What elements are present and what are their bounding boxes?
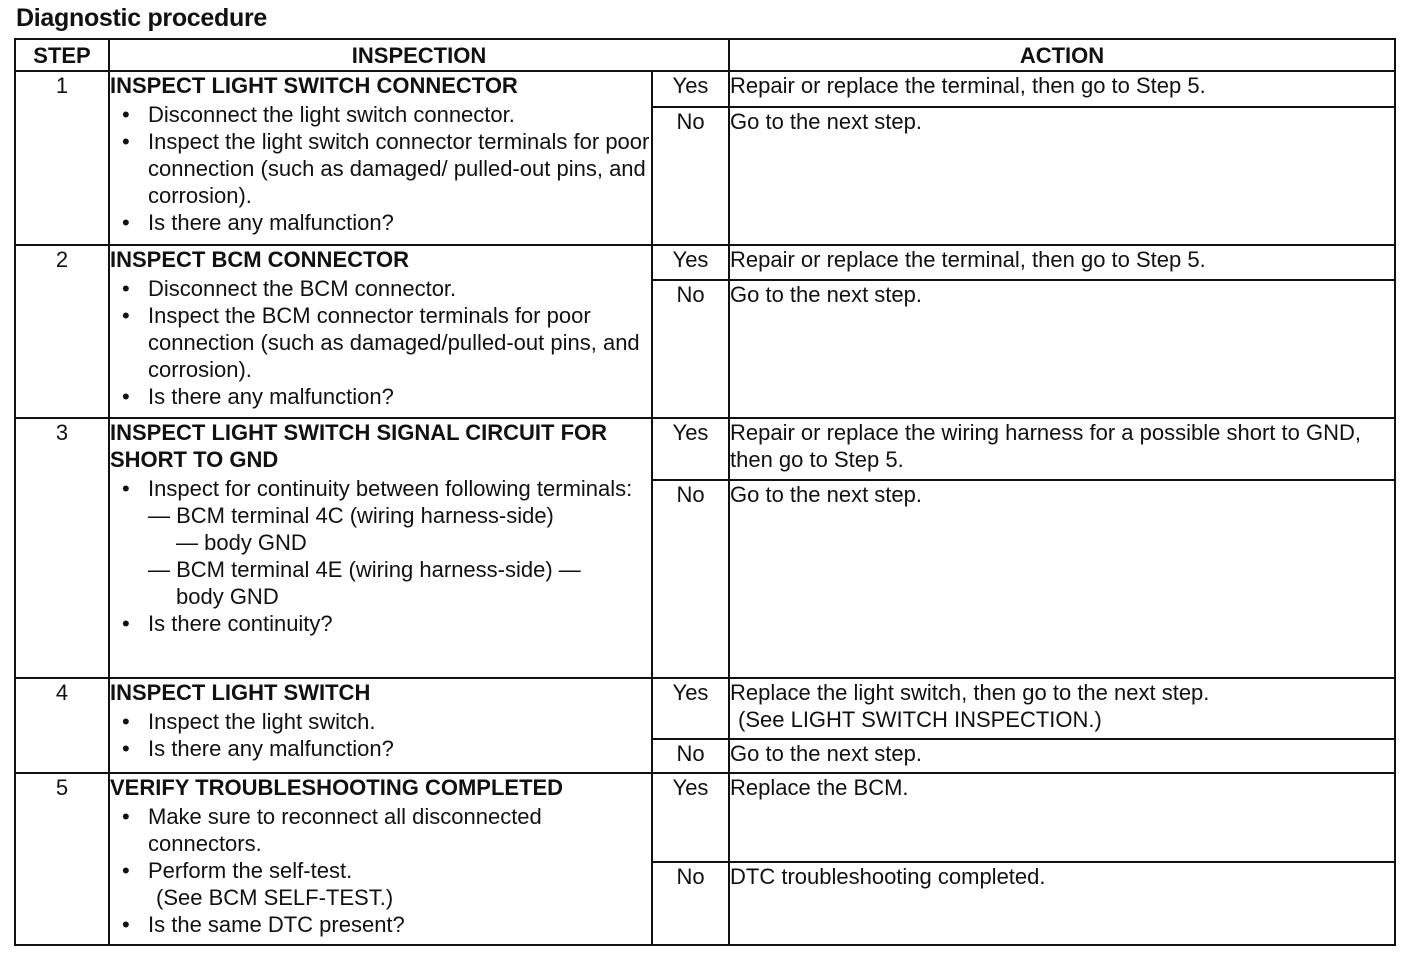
diagnostic-table <box>14 38 1396 946</box>
yes-label: Yes <box>652 678 729 739</box>
no-action: Go to the next step. <box>729 280 1395 418</box>
sub-item: — body GND <box>176 530 307 555</box>
inspection-bullet-text: Inspect for continuity between following terminals: <box>148 476 633 501</box>
inspection-bullet: • Is there continuity? <box>110 610 651 637</box>
no-action: Go to the next step. <box>729 107 1395 245</box>
inspection-bullet: • Inspect the BCM connector terminals for poor connection (such as damaged/pulled-out pins, and corrosion). <box>110 302 651 383</box>
no-label: No <box>652 280 729 418</box>
sub-item: body GND <box>176 584 279 609</box>
yes-action-reference: (See LIGHT SWITCH INSPECTION.) <box>738 707 1102 732</box>
yes-action: Repair or replace the wiring harness for a possible short to GND, then go to Step 5. <box>729 418 1395 480</box>
table-row <box>15 71 1395 107</box>
no-action: Go to the next step. <box>729 480 1395 678</box>
inspection-title: VERIFY TROUBLESHOOTING COMPLETED <box>110 775 564 800</box>
header-inspection: INSPECTION <box>109 39 729 71</box>
inspection-title: INSPECT BCM CONNECTOR <box>110 247 410 272</box>
table-header-row <box>15 39 1395 71</box>
step-number: 1 <box>15 71 109 245</box>
inspection-bullet: • Disconnect the BCM connector. <box>110 275 651 302</box>
table-row <box>15 678 1395 739</box>
step-number: 2 <box>15 245 109 418</box>
sub-item: — BCM terminal 4E (wiring harness-side) — <box>148 557 581 582</box>
inspection-bullet: • Is there any malfunction? <box>110 209 651 236</box>
no-label: No <box>652 739 729 773</box>
no-label: No <box>652 480 729 678</box>
yes-label: Yes <box>652 245 729 280</box>
inspection-bullet <box>110 475 651 610</box>
sub-item: — BCM terminal 4C (wiring harness-side) <box>148 503 554 528</box>
yes-action: Repair or replace the terminal, then go to Step 5. <box>729 245 1395 280</box>
yes-label: Yes <box>652 71 729 107</box>
yes-action: Repair or replace the terminal, then go to Step 5. <box>729 71 1395 107</box>
header-step: STEP <box>15 39 109 71</box>
inspection-bullet: • Inspect the light switch. <box>110 708 651 735</box>
inspection-title: INSPECT LIGHT SWITCH <box>110 680 371 705</box>
header-action: ACTION <box>729 39 1395 71</box>
inspection-bullet <box>110 857 651 911</box>
inspection-bullet: • Disconnect the light switch connector. <box>110 101 651 128</box>
step-number: 4 <box>15 678 109 773</box>
table-row <box>15 773 1395 862</box>
no-action: DTC troubleshooting completed. <box>729 862 1395 945</box>
inspection-title: INSPECT LIGHT SWITCH SIGNAL CIRCUIT FOR SHORT TO GND <box>110 420 608 472</box>
yes-action: Replace the light switch, then go to the next step. <box>730 680 1210 705</box>
inspection-cell <box>109 678 652 773</box>
inspection-cell <box>109 71 652 245</box>
inspection-cell <box>109 418 652 678</box>
page-title: Diagnostic procedure <box>16 4 267 32</box>
table-row <box>15 418 1395 480</box>
step-number: 3 <box>15 418 109 678</box>
inspection-title: INSPECT LIGHT SWITCH CONNECTOR <box>110 73 518 98</box>
step-number: 5 <box>15 773 109 945</box>
yes-action-cell <box>729 678 1395 739</box>
inspection-bullet: • Is the same DTC present? <box>110 911 651 938</box>
bullet-reference: (See BCM SELF-TEST.) <box>156 885 394 910</box>
inspection-bullet-text: Perform the self-test. <box>148 858 353 883</box>
no-action: Go to the next step. <box>729 739 1395 773</box>
inspection-bullet: • Inspect the light switch connector terminals for poor connection (such as damaged/ pulled-out pins, and corrosion). <box>110 128 651 209</box>
inspection-cell <box>109 245 652 418</box>
no-label: No <box>652 862 729 945</box>
inspection-bullet: • Make sure to reconnect all disconnected connectors. <box>110 803 651 857</box>
yes-action: Replace the BCM. <box>729 773 1395 862</box>
no-label: No <box>652 107 729 245</box>
yes-label: Yes <box>652 418 729 480</box>
inspection-bullet: • Is there any malfunction? <box>110 383 651 410</box>
yes-label: Yes <box>652 773 729 862</box>
inspection-bullet: • Is there any malfunction? <box>110 735 651 762</box>
inspection-cell <box>109 773 652 945</box>
table-row <box>15 245 1395 280</box>
